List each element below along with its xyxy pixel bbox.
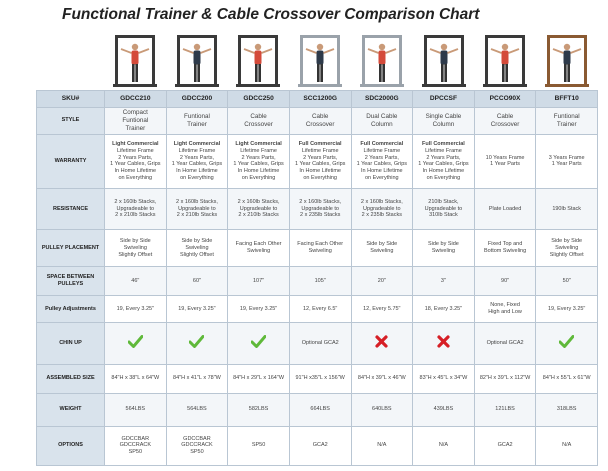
cell-line: Slightly Offset (549, 251, 584, 258)
check-icon (251, 335, 266, 348)
cell-line: Lifetime Frame (116, 147, 154, 154)
spec-cell (105, 393, 167, 426)
check-icon (189, 335, 204, 348)
cell-line: In Home Lifetime (422, 168, 465, 175)
spec-cell (105, 230, 167, 267)
cell-line: Funtional (122, 116, 149, 124)
cell-line: 2 x 210lb Stacks (176, 212, 218, 219)
spec-cell (536, 426, 598, 465)
cell-line: 107" (252, 277, 265, 284)
cell-line: 105" (314, 277, 326, 284)
cell-line: 90" (501, 277, 510, 284)
product-name: GDCC200 (166, 91, 228, 108)
check-icon (559, 335, 574, 348)
cell-line: 1 Year Cables, Grips (356, 161, 408, 168)
cell-line: Full Commercial (422, 140, 465, 147)
row-label: PULLEY PLACEMENT (37, 230, 105, 267)
spec-cell (474, 188, 536, 229)
spec-cell (105, 135, 167, 189)
spec-cell (166, 230, 228, 267)
spec-cell (536, 364, 598, 393)
product-name: SCC1200G (289, 91, 351, 108)
cell-line: 318LBS (556, 406, 577, 413)
cell-line: Swiveling (185, 244, 209, 251)
spec-row (37, 267, 598, 296)
cell-line: In Home Lifetime (114, 168, 157, 175)
cell-line: 640LBS (372, 406, 392, 413)
cell-line: 10 Years Frame (485, 154, 525, 161)
spec-row (37, 364, 598, 393)
spec-cell (289, 296, 351, 323)
spec-row (37, 188, 598, 229)
spec-cell (105, 323, 167, 364)
spec-cell (105, 107, 167, 134)
spec-row (37, 230, 598, 267)
product-photo (295, 31, 345, 89)
product-name: DPCCSF (413, 91, 475, 108)
cell-line: 60" (192, 277, 201, 284)
cell-line: 2 Years Parts, (303, 154, 338, 161)
row-label: STYLE (37, 107, 105, 134)
spec-cell (351, 230, 413, 267)
cell-line: 2 Years Parts, (426, 154, 461, 161)
cell-line: Crossover (490, 120, 520, 128)
cell-line: Slightly Offset (118, 251, 153, 258)
cell-line: 1 Year Cables, Grips (418, 161, 469, 168)
cell-line: Swiveling (370, 248, 394, 255)
row-label: OPTIONS (37, 426, 105, 465)
check-icon (128, 335, 143, 348)
cell-line: GCA2 (497, 442, 513, 449)
cell-line: Optional GCA2 (486, 339, 524, 346)
cell-line: Crossover (244, 120, 273, 128)
cell-line: on Everything (118, 175, 153, 182)
product-photo (357, 31, 407, 89)
cell-line: Swiveling (555, 244, 579, 251)
cell-line: 18, Every 3.25" (424, 305, 463, 312)
cell-line: In Home Lifetime (299, 168, 341, 175)
cell-line: on Everything (426, 175, 461, 182)
header-row (37, 91, 598, 108)
spec-row (37, 393, 598, 426)
cell-line: on Everything (180, 175, 214, 182)
cell-line: GDCCRACK (181, 442, 213, 449)
cell-line: 19, Every 3.25" (178, 305, 216, 312)
spec-cell (289, 107, 351, 134)
spec-row (37, 296, 598, 323)
cell-line: 2 x 210lb Stacks (115, 212, 156, 219)
spec-cell (413, 135, 475, 189)
cell-line: Funtional (183, 112, 210, 120)
cell-line: 19, Every 3.25" (239, 305, 278, 312)
cell-line: 2 x 160lb Stacks, (175, 198, 218, 205)
cell-line: Trainer (556, 120, 577, 128)
cell-line: 12, Every 6.5" (303, 305, 338, 312)
cell-line: Lifetime Frame (425, 147, 462, 154)
spec-cell (536, 323, 598, 364)
row-label: Pulley Adjustments (37, 296, 105, 323)
spec-cell (351, 296, 413, 323)
cell-line: None, Fixed (490, 302, 520, 309)
cell-line: Cable (250, 112, 267, 120)
spec-cell (289, 364, 351, 393)
cell-line: 20" (377, 277, 386, 284)
spec-cell (166, 188, 228, 229)
spec-cell (413, 426, 475, 465)
product-name: GDCC210 (105, 91, 167, 108)
spec-row (37, 426, 598, 465)
spec-cell (228, 267, 290, 296)
product-name: GDCC250 (228, 91, 290, 108)
product-photo (172, 31, 222, 89)
spec-cell (228, 107, 290, 134)
cell-line: Lifetime Frame (301, 147, 339, 154)
spec-cell (289, 135, 351, 189)
spec-cell (289, 188, 351, 229)
cell-line: 210lb Stack, (428, 198, 459, 205)
cell-line: Side by Side (181, 237, 213, 244)
spec-cell (413, 296, 475, 323)
cell-line: 3" (440, 277, 446, 284)
cell-line: 2 Years Parts, (241, 154, 276, 161)
cell-line: Trainer (125, 124, 146, 132)
cell-line: 2 x 235lb Stacks (361, 212, 402, 219)
cell-line: 19, Every 3.25" (116, 305, 155, 312)
cell-line: Single Cable (425, 112, 462, 120)
spec-cell (228, 426, 290, 465)
spec-cell (474, 323, 536, 364)
cell-line: Compact (122, 109, 148, 116)
cell-line: 439LBS (433, 406, 454, 413)
spec-row (37, 107, 598, 134)
spec-cell (166, 267, 228, 296)
cell-line: 2 x 235lb Stacks (300, 212, 341, 219)
cell-line: 664LBS (310, 406, 330, 413)
cell-line: Facing Each Other (297, 241, 344, 248)
cell-line: Swiveling (123, 244, 147, 251)
spec-cell (228, 188, 290, 229)
cell-line: 82"H x 39"L x 112"W (479, 375, 531, 382)
spec-cell (166, 107, 228, 134)
spec-cell (351, 393, 413, 426)
cell-line: Side by Side (119, 237, 151, 244)
product-photo (419, 31, 469, 89)
cell-line: SP50 (251, 442, 266, 449)
spec-cell (351, 188, 413, 229)
spec-cell (105, 364, 167, 393)
cell-line: 91"H x35"L x 156"W (295, 375, 345, 382)
sku-label: SKU# (37, 91, 105, 108)
cell-line: 564LBS (125, 406, 146, 413)
cell-line: Bottom Swiveling (483, 248, 527, 255)
cell-line: Plate Loaded (488, 205, 522, 212)
spec-cell (413, 393, 475, 426)
cell-line: 1 Year Cables, Grips (233, 161, 284, 168)
spec-row (37, 323, 598, 364)
cell-line: GDCCRACK (119, 442, 152, 449)
cell-line: Side by Side (551, 237, 583, 244)
cell-line: Lifetime Frame (178, 147, 216, 154)
product-name: PCCO90X (474, 91, 536, 108)
cell-line: 1 Year Parts (490, 161, 521, 168)
spec-cell (474, 267, 536, 296)
cell-line: Dual Cable (366, 112, 398, 120)
page-title: Functional Trainer & Cable Crossover Comparison Chart (62, 6, 480, 23)
spec-cell (536, 267, 598, 296)
spec-cell (166, 364, 228, 393)
spec-cell (289, 426, 351, 465)
cell-line: Swiveling (431, 248, 456, 255)
cell-line: Full Commercial (360, 140, 404, 147)
cell-line: 2 x 160lb Stacks, (237, 198, 280, 205)
cell-line: Side by Side (427, 241, 459, 248)
cell-line: 12, Every 5.75" (363, 305, 401, 312)
spec-cell (289, 230, 351, 267)
cell-line: Fixed Top and (487, 241, 523, 248)
cell-line: 19, Every 3.25" (547, 305, 586, 312)
spec-cell (413, 267, 475, 296)
cell-line: GDCCBAR (121, 435, 150, 442)
product-photos (94, 31, 602, 89)
cell-line: Full Commercial (298, 140, 342, 147)
cell-line: N/A (377, 442, 387, 449)
cell-line: SP50 (128, 449, 143, 456)
cell-line: 564LBS (187, 406, 207, 413)
cell-line: Side by Side (366, 241, 398, 248)
cell-line: 2 x 160lb Stacks, (360, 198, 403, 205)
comparison-table (36, 90, 598, 466)
cell-line: In Home Lifetime (361, 168, 403, 175)
cell-line: Funtional (553, 112, 580, 120)
spec-cell (351, 364, 413, 393)
spec-cell (536, 296, 598, 323)
cell-line: GDCCBAR (183, 435, 211, 442)
spec-cell (474, 426, 536, 465)
product-name: BFFT10 (536, 91, 598, 108)
spec-cell (228, 323, 290, 364)
product-photo (542, 31, 592, 89)
cell-line: 1 Year Cables, Grips (110, 161, 161, 168)
cross-icon (437, 335, 450, 348)
cell-line: Lifetime Frame (240, 147, 277, 154)
row-label: WARRANTY (37, 135, 105, 189)
cell-line: 2 Years Parts, (118, 154, 153, 161)
cell-line: Column (432, 120, 455, 128)
spec-cell (536, 188, 598, 229)
cell-line: 2 Years Parts, (179, 154, 215, 161)
spec-cell (351, 107, 413, 134)
spec-cell (413, 188, 475, 229)
cell-line: Swiveling (308, 248, 332, 255)
row-label: CHIN UP (37, 323, 105, 364)
spec-cell (105, 267, 167, 296)
cell-line: Upgradeable to (178, 205, 216, 212)
product-photo (110, 31, 160, 89)
cell-line: High and Low (488, 309, 522, 316)
spec-cell (536, 135, 598, 189)
spec-cell (474, 135, 536, 189)
cell-line: 2 Years Parts, (364, 154, 399, 161)
cell-line: 2 x 160lb Stacks, (114, 198, 157, 205)
cell-line: 84"H x 55"L x 61"W (542, 375, 591, 382)
spec-cell (413, 364, 475, 393)
spec-cell (413, 323, 475, 364)
cell-line: N/A (562, 442, 572, 449)
spec-cell (289, 267, 351, 296)
spec-cell (351, 135, 413, 189)
cell-line: Swiveling (246, 248, 271, 255)
spec-cell (413, 107, 475, 134)
cell-line: 190lb Stack (552, 205, 582, 212)
row-label: RESISTANCE (37, 188, 105, 229)
cell-line: N/A (438, 442, 449, 449)
cell-line: Light Commercial (112, 140, 159, 147)
spec-cell (474, 296, 536, 323)
cell-line: Trainer (187, 120, 207, 128)
cell-line: on Everything (303, 175, 337, 182)
cell-line: Crossover (305, 120, 335, 128)
spec-cell (289, 393, 351, 426)
spec-cell (351, 426, 413, 465)
cell-line: 3 Years Frame (548, 154, 585, 161)
cell-line: 84"H x 29"L x 164"W (233, 375, 285, 382)
spec-row (37, 135, 598, 189)
spec-cell (105, 296, 167, 323)
cell-line: 83"H x 45"L x 34"W (419, 375, 468, 382)
cell-line: In Home Lifetime (237, 168, 280, 175)
cell-line: 310lb Stack (429, 212, 458, 219)
cross-icon (375, 335, 388, 348)
cell-line: Lifetime Frame (363, 147, 401, 154)
cell-line: 1 Year Cables, Grips (294, 161, 346, 168)
spec-cell (228, 230, 290, 267)
cell-line: Light Commercial (235, 140, 282, 147)
cell-line: on Everything (364, 175, 399, 182)
product-photo (233, 31, 283, 89)
spec-cell (166, 135, 228, 189)
cell-line: In Home Lifetime (176, 168, 218, 175)
cell-line: 84"H x 41"L x 78"W (173, 375, 221, 382)
product-name: SDC2000G (351, 91, 413, 108)
cell-line: Cable (311, 112, 329, 120)
cell-line: SP50 (190, 449, 204, 456)
cell-line: Light Commercial (173, 140, 221, 147)
spec-cell (105, 426, 167, 465)
cell-line: 84"H x 39"L x 46"W (357, 375, 406, 382)
spec-cell (166, 323, 228, 364)
cell-line: Cable (496, 112, 514, 120)
cell-line: 1 Year Parts (551, 161, 582, 168)
spec-cell (166, 296, 228, 323)
cell-line: Slightly Offset (180, 251, 214, 258)
cell-line: Column (370, 120, 393, 128)
cell-line: 46" (131, 277, 140, 284)
spec-cell (536, 107, 598, 134)
cell-line: 50" (562, 277, 571, 284)
cell-line: Upgradeable to (116, 205, 155, 212)
cell-line: GCA2 (312, 442, 328, 449)
spec-cell (474, 107, 536, 134)
cell-line: 2 x 160lb Stacks, (299, 198, 342, 205)
cell-line: Upgradeable to (239, 205, 278, 212)
spec-cell (474, 364, 536, 393)
spec-cell (228, 296, 290, 323)
spec-cell (351, 267, 413, 296)
cell-line: 2 x 210lb Stacks (238, 212, 279, 219)
cell-line: 582LBS (248, 406, 269, 413)
cell-line: on Everything (241, 175, 276, 182)
cell-line: Upgradeable to (424, 205, 463, 212)
spec-cell (413, 230, 475, 267)
spec-cell (474, 393, 536, 426)
spec-cell (351, 323, 413, 364)
spec-cell (228, 364, 290, 393)
row-label: SPACE BETWEEN PULLEYS (37, 267, 105, 296)
cell-line: 1 Year Cables, Grips (171, 161, 223, 168)
cell-line: Upgradeable to (301, 205, 339, 212)
cell-line: 84"H x 38"L x 64"W (111, 375, 160, 382)
row-label: WEIGHT (37, 393, 105, 426)
spec-cell (289, 323, 351, 364)
cell-line: Upgradeable to (363, 205, 401, 212)
row-label: ASSEMBLED SIZE (37, 364, 105, 393)
spec-cell (166, 393, 228, 426)
spec-cell (228, 135, 290, 189)
cell-line: 121LBS (495, 406, 515, 413)
spec-cell (228, 393, 290, 426)
spec-cell (105, 188, 167, 229)
spec-cell (536, 393, 598, 426)
product-photo (480, 31, 530, 89)
cell-line: Optional GCA2 (301, 339, 339, 346)
spec-cell (166, 426, 228, 465)
spec-cell (536, 230, 598, 267)
cell-line: Facing Each Other (235, 241, 282, 248)
spec-cell (474, 230, 536, 267)
